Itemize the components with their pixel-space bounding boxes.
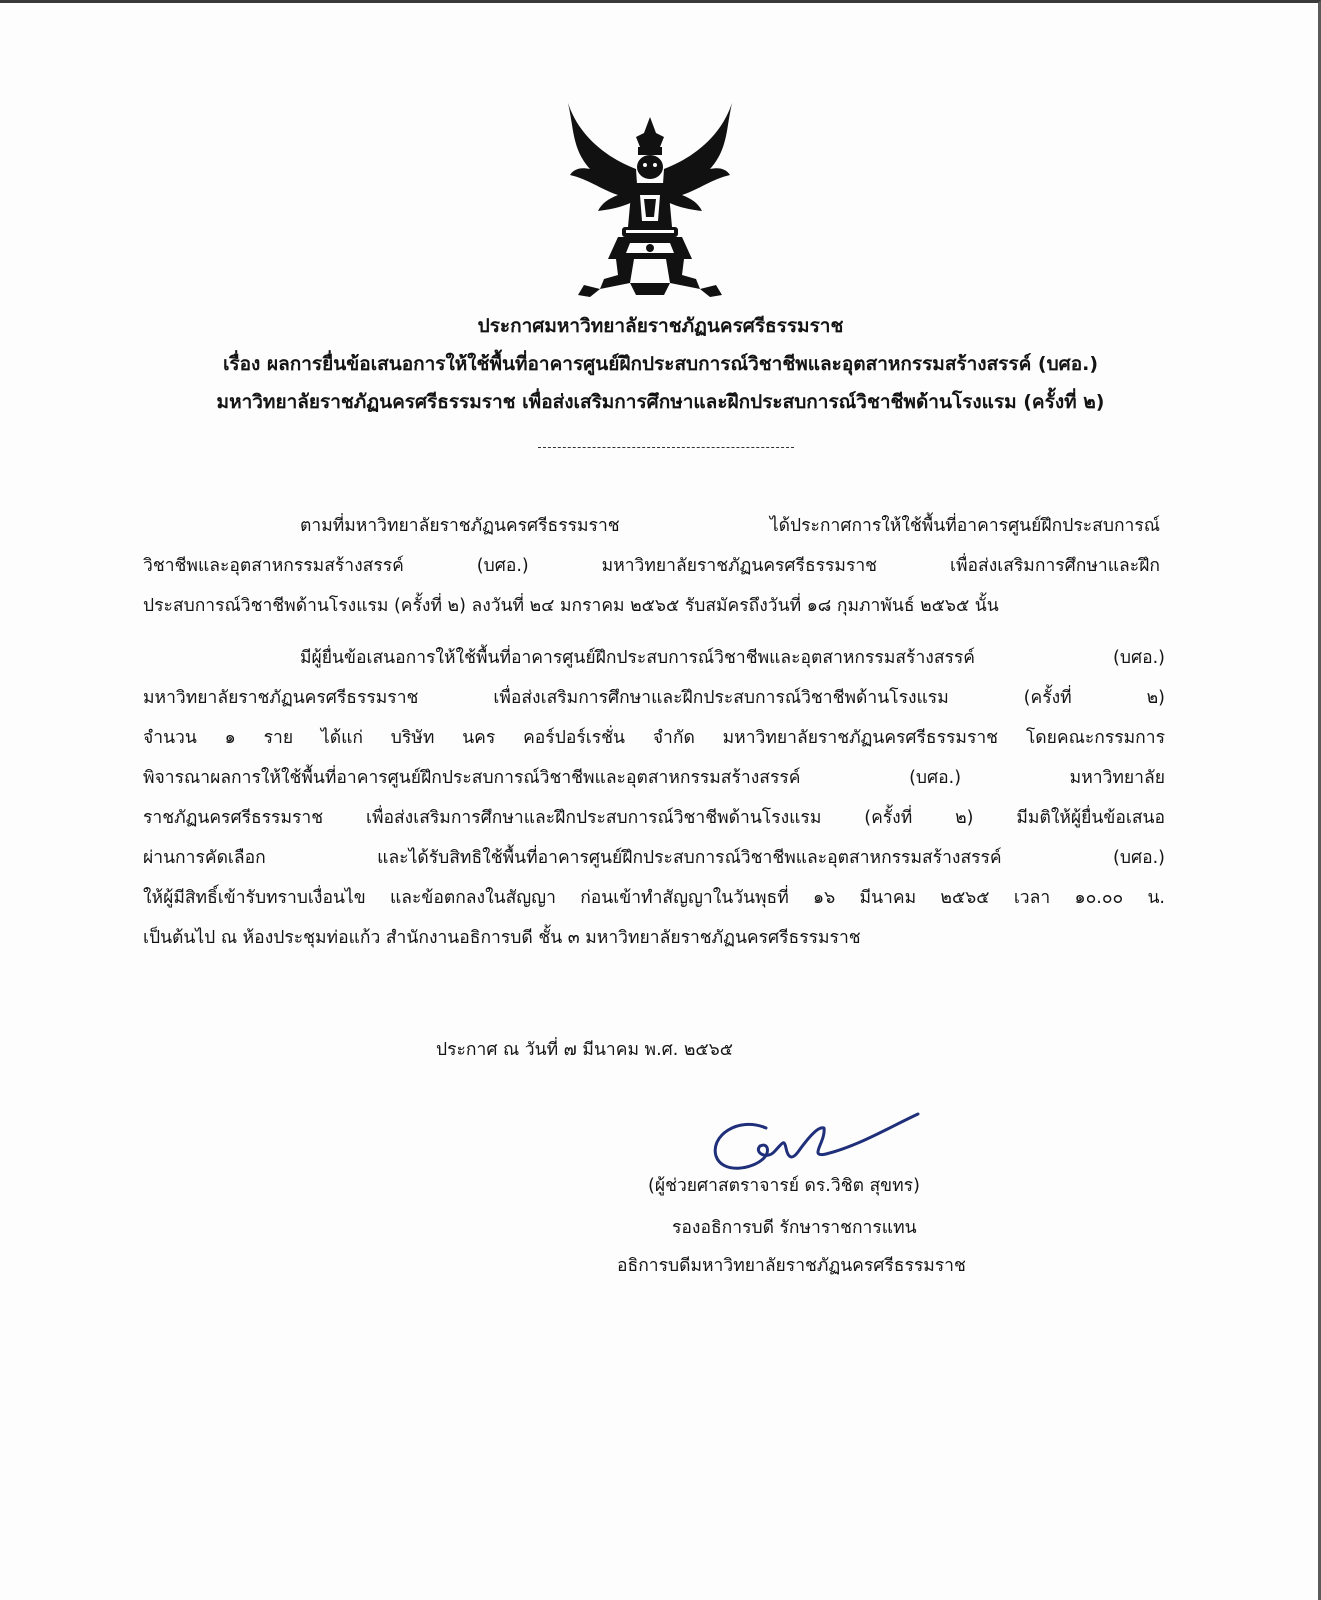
heading-divider	[538, 447, 794, 448]
paragraph-2-line-1: มีผู้ยื่นข้อเสนอการให้ใช้พื้นที่อาคารศูนย์ฝึกประสบการณ์วิชาชีพและอุตสาหกรรมสร้างสรรค์ (บศอ.)	[300, 648, 1165, 668]
signatory-name: (ผู้ช่วยศาสตราจารย์ ดร.วิชิต สุขทร)	[648, 1176, 920, 1196]
announcement-date: ประกาศ ณ วันที่ ๗ มีนาคม พ.ศ. ๒๕๖๕	[436, 1040, 734, 1060]
paragraph-1-line-3: ประสบการณ์วิชาชีพด้านโรงแรม (ครั้งที่ ๒) ลงวันที่ ๒๔ มกราคม ๒๕๖๕ รับสมัครถึงวันที่ ๑๘ กุมภาพันธ์ ๒๕๖๕ นั้น	[143, 596, 999, 616]
paragraph-2-line-3: จำนวน ๑ ราย ได้แก่ บริษัท นคร คอร์ปอร์เรชั่น จำกัด มหาวิทยาลัยราชภัฏนครศรีธรรมราช โดยคณะกรรมการ	[143, 728, 1165, 748]
paragraph-2-line-2: มหาวิทยาลัยราชภัฏนครศรีธรรมราช เพื่อส่งเสริมการศึกษาและฝึกประสบการณ์วิชาชีพด้านโรงแรม (ครั้งที่ ๒)	[143, 688, 1165, 708]
announcement-title: ประกาศมหาวิทยาลัยราชภัฏนครศรีธรรมราช	[477, 315, 844, 337]
paragraph-2-line-5: ราชภัฏนครศรีธรรมราช เพื่อส่งเสริมการศึกษาและฝึกประสบการณ์วิชาชีพด้านโรงแรม (ครั้งที่ ๒) มีมติให้ผู้ยื่นข้อเสนอ	[143, 808, 1165, 828]
paragraph-1-line-1: ตามที่มหาวิทยาลัยราชภัฏนครศรีธรรมราช ได้ประกาศการให้ใช้พื้นที่อาคารศูนย์ฝึกประสบการณ์	[300, 516, 1160, 536]
paragraph-1-line-2: วิชาชีพและอุตสาหกรรมสร้างสรรค์ (บศอ.) มหาวิทยาลัยราชภัฏนครศรีธรรมราช เพื่อส่งเสริมการศึกษาและฝึก	[143, 556, 1160, 576]
signatory-position-1: รองอธิการบดี รักษาราชการแทน	[672, 1218, 917, 1238]
paragraph-2-line-6: ผ่านการคัดเลือก และได้รับสิทธิใช้พื้นที่อาคารศูนย์ฝึกประสบการณ์วิชาชีพและอุตสาหกรรมสร้างสรรค์ (บศอ.)	[143, 848, 1165, 868]
paragraph-2-line-7: ให้ผู้มีสิทธิ์เข้ารับทราบเงื่อนไข และข้อตกลงในสัญญา ก่อนเข้าทำสัญญาในวันพุธที่ ๑๖ มีนาคม ๒๕๖๕ เวลา ๑๐.๐๐ น.	[143, 888, 1165, 908]
signatory-position-2: อธิการบดีมหาวิทยาลัยราชภัฏนครศรีธรรมราช	[617, 1256, 966, 1276]
paragraph-2-line-8: เป็นต้นไป ณ ห้องประชุมท่อแก้ว สำนักงานอธิการบดี ชั้น ๓ มหาวิทยาลัยราชภัฏนครศรีธรรมราช	[143, 928, 861, 948]
paragraph-2-line-4: พิจารณาผลการให้ใช้พื้นที่อาคารศูนย์ฝึกประสบการณ์วิชาชีพและอุตสาหกรรมสร้างสรรค์ (บศอ.) มหาวิทยาลัย	[143, 768, 1165, 788]
announcement-subject-line-1: เรื่อง ผลการยื่นข้อเสนอการให้ใช้พื้นที่อาคารศูนย์ฝึกประสบการณ์วิชาชีพและอุตสาหกรรมสร้างสรรค์ (บศอ.)	[222, 353, 1099, 375]
announcement-subject-line-2: มหาวิทยาลัยราชภัฏนครศรีธรรมราช เพื่อส่งเสริมการศึกษาและฝึกประสบการณ์วิชาชีพด้านโรงแรม (ครั้งที่ ๒)	[216, 391, 1105, 413]
garuda-emblem-icon	[560, 99, 740, 299]
